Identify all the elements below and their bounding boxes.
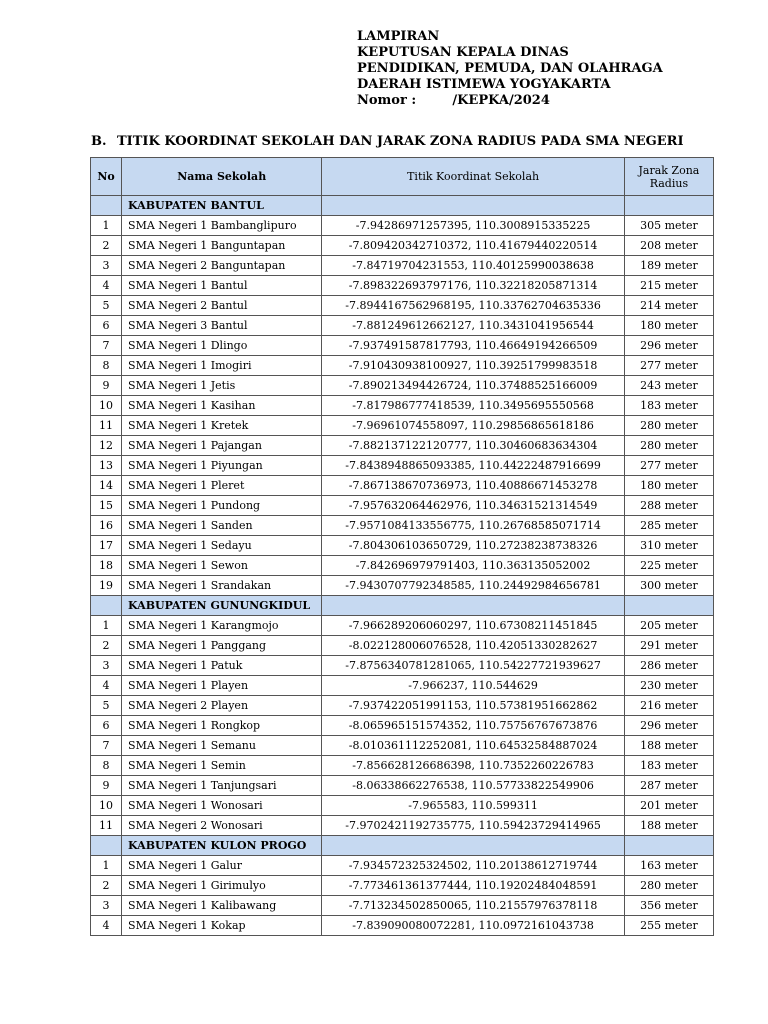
row-number: 8	[91, 356, 122, 376]
table-row	[91, 476, 714, 496]
table-row	[91, 376, 714, 396]
school-coordinates: -7.713234502850065, 110.21557976378118	[322, 896, 624, 916]
school-name: SMA Negeri 1 Pundong	[122, 496, 322, 516]
row-number: 3	[91, 896, 122, 916]
group-row	[91, 836, 714, 856]
radius-distance: 225 meter	[624, 556, 713, 576]
radius-distance: 205 meter	[624, 616, 713, 636]
table-row	[91, 556, 714, 576]
group-cell-empty	[91, 196, 122, 216]
school-name: SMA Negeri 1 Playen	[122, 676, 322, 696]
school-coordinates: -7.809420342710372, 110.41679440220514	[322, 236, 624, 256]
header-radius-label: Jarak Zona Radius	[638, 163, 700, 190]
school-name: SMA Negeri 1 Semanu	[122, 736, 322, 756]
school-coordinates: -7.804306103650729, 110.27238238738326	[322, 536, 624, 556]
school-coordinates: -7.839090080072281, 110.0972161043738	[322, 916, 624, 936]
school-name: SMA Negeri 1 Pleret	[122, 476, 322, 496]
header-coordinates: Titik Koordinat Sekolah	[322, 158, 624, 196]
table-row	[91, 216, 714, 236]
row-number: 9	[91, 776, 122, 796]
row-number: 5	[91, 696, 122, 716]
school-name: SMA Negeri 3 Bantul	[122, 316, 322, 336]
school-name: SMA Negeri 1 Banguntapan	[122, 236, 322, 256]
school-coordinates: -7.8756340781281065, 110.54227721939627	[322, 656, 624, 676]
table-row	[91, 256, 714, 276]
radius-distance: 201 meter	[624, 796, 713, 816]
table-row	[91, 576, 714, 596]
school-name: SMA Negeri 1 Galur	[122, 856, 322, 876]
table-row	[91, 356, 714, 376]
group-cell-empty	[624, 596, 713, 616]
radius-distance: 280 meter	[624, 876, 713, 896]
table-row	[91, 676, 714, 696]
school-coordinates: -7.817986777418539, 110.3495695550568	[322, 396, 624, 416]
radius-distance: 208 meter	[624, 236, 713, 256]
school-coordinates: -8.065965151574352, 110.75756767673876	[322, 716, 624, 736]
group-cell-empty	[322, 196, 624, 216]
school-coordinates: -8.010361112252081, 110.64532584887024	[322, 736, 624, 756]
row-number: 18	[91, 556, 122, 576]
school-name: SMA Negeri 1 Tanjungsari	[122, 776, 322, 796]
radius-distance: 188 meter	[624, 816, 713, 836]
school-name: SMA Negeri 1 Kokap	[122, 916, 322, 936]
row-number: 10	[91, 396, 122, 416]
row-number: 8	[91, 756, 122, 776]
section-title	[91, 134, 684, 149]
school-coordinates: -7.8944167562968195, 110.33762704635336	[322, 296, 624, 316]
row-number: 13	[91, 456, 122, 476]
school-name: SMA Negeri 2 Playen	[122, 696, 322, 716]
table-row	[91, 496, 714, 516]
header-line-dinas: PENDIDIKAN, PEMUDA, DAN OLAHRAGA	[357, 61, 663, 76]
table-row	[91, 716, 714, 736]
row-number: 1	[91, 856, 122, 876]
radius-distance: 296 meter	[624, 336, 713, 356]
school-coordinates: -7.8438948865093385, 110.44222487916699	[322, 456, 624, 476]
table-row	[91, 456, 714, 476]
school-name: SMA Negeri 1 Srandakan	[122, 576, 322, 596]
group-cell-empty	[91, 836, 122, 856]
school-name: SMA Negeri 1 Dlingo	[122, 336, 322, 356]
group-cell-empty	[322, 836, 624, 856]
row-number: 7	[91, 736, 122, 756]
table-row	[91, 896, 714, 916]
school-coordinates: -7.934572325324502, 110.20138612719744	[322, 856, 624, 876]
group-name: KABUPATEN BANTUL	[122, 196, 322, 216]
school-coordinates: -8.022128006076528, 110.42051330282627	[322, 636, 624, 656]
school-coordinates: -7.856628126686398, 110.7352260226783	[322, 756, 624, 776]
table-row	[91, 736, 714, 756]
radius-distance: 291 meter	[624, 636, 713, 656]
table-header-row	[91, 158, 714, 196]
table-row	[91, 316, 714, 336]
group-row	[91, 196, 714, 216]
group-cell-empty	[624, 196, 713, 216]
radius-distance: 300 meter	[624, 576, 713, 596]
table-row	[91, 916, 714, 936]
radius-distance: 255 meter	[624, 916, 713, 936]
radius-distance: 214 meter	[624, 296, 713, 316]
group-cell-empty	[624, 836, 713, 856]
radius-distance: 243 meter	[624, 376, 713, 396]
table-row	[91, 416, 714, 436]
table-body	[91, 196, 714, 936]
school-coordinates: -7.842696979791403, 110.363135052002	[322, 556, 624, 576]
school-coordinates-table	[90, 157, 714, 936]
radius-distance: 277 meter	[624, 356, 713, 376]
row-number: 4	[91, 276, 122, 296]
row-number: 19	[91, 576, 122, 596]
row-number: 4	[91, 916, 122, 936]
table-row	[91, 636, 714, 656]
row-number: 1	[91, 216, 122, 236]
group-cell-empty	[91, 596, 122, 616]
school-name: SMA Negeri 1 Wonosari	[122, 796, 322, 816]
school-coordinates: -7.966289206060297, 110.67308211451845	[322, 616, 624, 636]
radius-distance: 163 meter	[624, 856, 713, 876]
radius-distance: 180 meter	[624, 476, 713, 496]
school-coordinates: -7.882137122120777, 110.30460683634304	[322, 436, 624, 456]
school-name: SMA Negeri 1 Girimulyo	[122, 876, 322, 896]
radius-distance: 305 meter	[624, 216, 713, 236]
school-name: SMA Negeri 1 Kasihan	[122, 396, 322, 416]
document-header	[357, 29, 663, 109]
table-row	[91, 516, 714, 536]
group-name: KABUPATEN KULON PROGO	[122, 836, 322, 856]
row-number: 11	[91, 816, 122, 836]
radius-distance: 280 meter	[624, 436, 713, 456]
radius-distance: 356 meter	[624, 896, 713, 916]
row-number: 1	[91, 616, 122, 636]
table-row	[91, 816, 714, 836]
row-number: 6	[91, 716, 122, 736]
school-coordinates: -8.06338662276538, 110.57733822549906	[322, 776, 624, 796]
school-name: SMA Negeri 2 Bantul	[122, 296, 322, 316]
row-number: 12	[91, 436, 122, 456]
radius-distance: 189 meter	[624, 256, 713, 276]
row-number: 6	[91, 316, 122, 336]
table-row	[91, 336, 714, 356]
row-number: 14	[91, 476, 122, 496]
row-number: 15	[91, 496, 122, 516]
school-name: SMA Negeri 1 Jetis	[122, 376, 322, 396]
radius-distance: 215 meter	[624, 276, 713, 296]
school-name: SMA Negeri 1 Patuk	[122, 656, 322, 676]
school-name: SMA Negeri 1 Kretek	[122, 416, 322, 436]
school-name: SMA Negeri 1 Bantul	[122, 276, 322, 296]
section-letter: B.	[91, 134, 107, 149]
radius-distance: 183 meter	[624, 396, 713, 416]
row-number: 7	[91, 336, 122, 356]
table-row	[91, 856, 714, 876]
school-name: SMA Negeri 1 Semin	[122, 756, 322, 776]
radius-distance: 183 meter	[624, 756, 713, 776]
school-coordinates: -7.881249612662127, 110.3431041956544	[322, 316, 624, 336]
row-number: 2	[91, 876, 122, 896]
row-number: 16	[91, 516, 122, 536]
table-row	[91, 776, 714, 796]
radius-distance: 285 meter	[624, 516, 713, 536]
table-row	[91, 396, 714, 416]
school-coordinates: -7.867138670736973, 110.40886671453278	[322, 476, 624, 496]
row-number: 4	[91, 676, 122, 696]
school-coordinates: -7.966237, 110.544629	[322, 676, 624, 696]
radius-distance: 216 meter	[624, 696, 713, 716]
row-number: 3	[91, 656, 122, 676]
row-number: 17	[91, 536, 122, 556]
row-number: 9	[91, 376, 122, 396]
school-coordinates: -7.94286971257395, 110.3008915335225	[322, 216, 624, 236]
header-school-name: Nama Sekolah	[122, 158, 322, 196]
school-coordinates: -7.96961074558097, 110.29856865618186	[322, 416, 624, 436]
radius-distance: 188 meter	[624, 736, 713, 756]
school-name: SMA Negeri 1 Karangmojo	[122, 616, 322, 636]
table-row	[91, 536, 714, 556]
school-coordinates: -7.773461361377444, 110.19202484048591	[322, 876, 624, 896]
school-name: SMA Negeri 1 Pajangan	[122, 436, 322, 456]
school-name: SMA Negeri 1 Panggang	[122, 636, 322, 656]
header-line-keputusan: KEPUTUSAN KEPALA DINAS	[357, 45, 569, 60]
table-row	[91, 296, 714, 316]
row-number: 5	[91, 296, 122, 316]
header-radius	[624, 158, 713, 196]
radius-distance: 296 meter	[624, 716, 713, 736]
table-row	[91, 796, 714, 816]
table-row	[91, 656, 714, 676]
school-coordinates: -7.910430938100927, 110.39251799983518	[322, 356, 624, 376]
radius-distance: 310 meter	[624, 536, 713, 556]
header-line-region: DAERAH ISTIMEWA YOGYAKARTA	[357, 77, 611, 92]
group-cell-empty	[322, 596, 624, 616]
school-name: SMA Negeri 1 Sanden	[122, 516, 322, 536]
radius-distance: 180 meter	[624, 316, 713, 336]
group-name: KABUPATEN GUNUNGKIDUL	[122, 596, 322, 616]
school-coordinates: -7.898322693797176, 110.32218205871314	[322, 276, 624, 296]
radius-distance: 230 meter	[624, 676, 713, 696]
table-row	[91, 876, 714, 896]
school-coordinates: -7.965583, 110.599311	[322, 796, 624, 816]
group-row	[91, 596, 714, 616]
row-number: 2	[91, 236, 122, 256]
radius-distance: 280 meter	[624, 416, 713, 436]
radius-distance: 287 meter	[624, 776, 713, 796]
table-row	[91, 276, 714, 296]
radius-distance: 288 meter	[624, 496, 713, 516]
table-row	[91, 616, 714, 636]
table-row	[91, 696, 714, 716]
school-coordinates: -7.890213494426724, 110.37488525166009	[322, 376, 624, 396]
header-line-nomor: Nomor : /KEPKA/2024	[357, 93, 550, 108]
school-coordinates: -7.84719704231553, 110.40125990038638	[322, 256, 624, 276]
school-name: SMA Negeri 1 Piyungan	[122, 456, 322, 476]
school-coordinates: -7.957632064462976, 110.34631521314549	[322, 496, 624, 516]
school-name: SMA Negeri 1 Imogiri	[122, 356, 322, 376]
school-coordinates: -7.937422051991153, 110.57381951662862	[322, 696, 624, 716]
table-row	[91, 436, 714, 456]
table-row	[91, 236, 714, 256]
row-number: 11	[91, 416, 122, 436]
section-title-text: TITIK KOORDINAT SEKOLAH DAN JARAK ZONA RADIUS PADA SMA NEGERI	[117, 134, 684, 149]
header-line-lampiran: LAMPIRAN	[357, 29, 440, 44]
school-coordinates: -7.9430707792348585, 110.24492984656781	[322, 576, 624, 596]
radius-distance: 277 meter	[624, 456, 713, 476]
school-name: SMA Negeri 1 Sedayu	[122, 536, 322, 556]
school-coordinates: -7.9702421192735775, 110.59423729414965	[322, 816, 624, 836]
school-name: SMA Negeri 1 Sewon	[122, 556, 322, 576]
school-name: SMA Negeri 2 Wonosari	[122, 816, 322, 836]
radius-distance: 286 meter	[624, 656, 713, 676]
school-name: SMA Negeri 1 Bambanglipuro	[122, 216, 322, 236]
school-name: SMA Negeri 1 Rongkop	[122, 716, 322, 736]
row-number: 3	[91, 256, 122, 276]
school-name: SMA Negeri 1 Kalibawang	[122, 896, 322, 916]
header-no: No	[91, 158, 122, 196]
table-row	[91, 756, 714, 776]
school-name: SMA Negeri 2 Banguntapan	[122, 256, 322, 276]
school-coordinates: -7.937491587817793, 110.46649194266509	[322, 336, 624, 356]
row-number: 10	[91, 796, 122, 816]
school-coordinates: -7.9571084133556775, 110.26768585071714	[322, 516, 624, 536]
row-number: 2	[91, 636, 122, 656]
